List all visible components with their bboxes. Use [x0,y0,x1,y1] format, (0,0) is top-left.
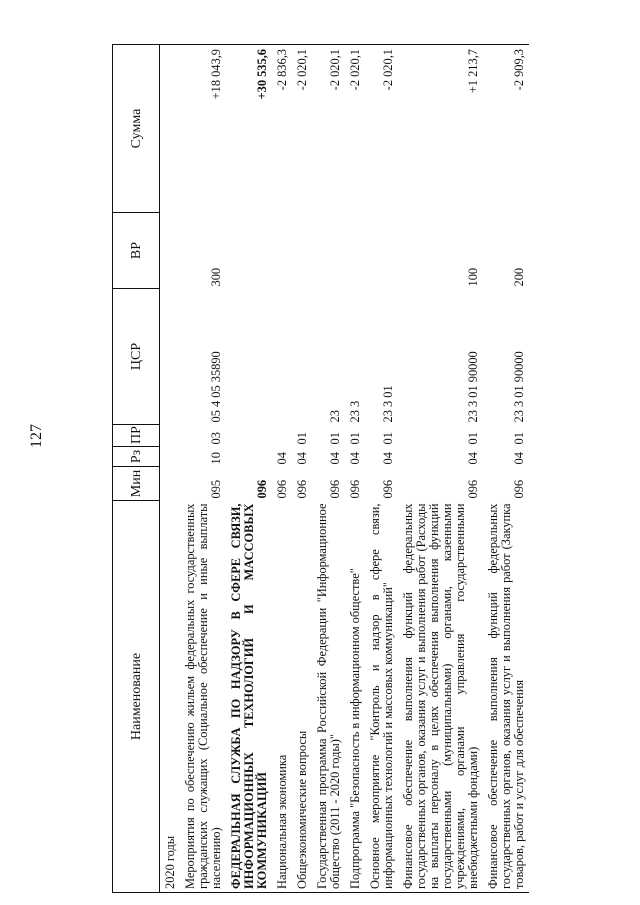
header-vr: ВР [113,213,160,289]
row-rz: 04 [348,452,362,465]
row-sum: -2 020,1 [292,45,312,213]
row-csr: 23 3 [348,400,362,423]
row-pr: 01 [381,432,395,445]
row-vr [345,213,365,289]
row-rz [226,447,272,467]
row-pr [226,425,272,447]
rotated-table-container [112,45,612,893]
row-rz: 04 [328,452,342,465]
header-rz: Рз [113,447,160,467]
header-sum: Сумма [113,45,160,213]
row-csr: 23 3 01 90000 [512,351,526,423]
table-row [483,45,529,893]
row-name: Мероприятия по обеспечению жильем федеральных государственных гражданских служащих (Социальное обеспечение и иные выплаты населению) [180,501,226,893]
table-row [292,45,312,893]
row-min: 096 [328,479,342,499]
row-vr [312,213,345,289]
row-sum: -2 909,3 [483,45,529,213]
row-vr: 200 [512,267,526,287]
header-min: Мин [113,467,160,501]
row-rz: 10 [209,452,223,465]
row-pr: 01 [348,432,362,445]
row-name: Национальная экономика [272,501,292,893]
row-vr [226,213,272,289]
header-csr: ЦСР [113,289,160,425]
row-min: 096 [295,479,309,499]
row-min: 096 [512,479,526,499]
row-name: ФЕДЕРАЛЬНАЯ СЛУЖБА ПО НАДЗОРУ В СФЕРЕ СВЯЗИ, ИНФОРМАЦИОННЫХ ТЕХНОЛОГИЙ И МАССОВЫХ КОММУНИКАЦИЙ [226,501,272,893]
table-row [180,45,226,893]
section-title: 2020 годы [160,501,181,893]
row-sum: +18 043,9 [180,45,226,213]
row-csr: 05 4 05 35890 [209,351,223,423]
header-pr: ПР [113,425,160,447]
row-min: 096 [466,479,480,499]
row-pr: 01 [512,432,526,445]
row-min: 096 [348,479,362,499]
row-name: Подпрограмма "Безопасность в информационном обществе" [345,501,365,893]
row-name: Основное мероприятие "Контроль и надзор в сфере связи, информационных технологий и массовых коммуникаций" [365,501,398,893]
table-row [345,45,365,893]
row-csr [292,289,312,425]
row-csr [272,289,292,425]
row-min: 095 [209,479,223,499]
row-sum: -2 020,1 [365,45,398,213]
row-sum: -2 836,3 [272,45,292,213]
table-header-row [113,45,160,893]
row-sum: -2 020,1 [345,45,365,213]
row-rz: 04 [295,452,309,465]
row-pr: 01 [295,432,309,445]
row-min: 096 [381,479,395,499]
row-csr [226,289,272,425]
row-name: Общеэкономические вопросы [292,501,312,893]
row-vr: 300 [209,267,223,287]
row-vr [272,213,292,289]
row-min: 096 [255,479,269,499]
budget-table [112,44,529,893]
row-name: Государственная программа Российской Федерации "Информационное общество (2011 - 2020 годы)" [312,501,345,893]
page-number: 127 [28,424,45,448]
table-row [398,45,483,893]
row-sum: +1 213,7 [398,45,483,213]
row-rz: 04 [275,452,289,465]
table-row [272,45,292,893]
row-vr: 100 [466,267,480,287]
row-sum: -2 020,1 [312,45,345,213]
row-min: 096 [275,479,289,499]
row-pr: 01 [466,432,480,445]
row-name: Финансовое обеспечение выполнения функций федеральных государственных органов, оказания услуг и выполнения работ (Закупка товаров, работ и услуг для обеспечения [483,501,529,893]
row-vr [292,213,312,289]
row-vr [365,213,398,289]
row-csr: 23 3 01 90000 [466,351,480,423]
row-csr: 23 [328,410,342,423]
row-sum: +30 535,6 [226,45,272,213]
row-rz: 04 [466,452,480,465]
row-pr: 01 [328,432,342,445]
header-name: Наименование [113,501,160,893]
row-pr [272,425,292,447]
row-rz: 04 [381,452,395,465]
row-csr: 23 3 01 [381,385,395,423]
table-row [365,45,398,893]
row-pr: 03 [209,432,223,445]
section-title-row [160,45,181,893]
row-name: Финансовое обеспечение выполнения функций федеральных государственных органов, оказания услуг и выполнения работ (Расходы на выплаты персоналу в целях обеспечения выполнения функций государственными (муниципальными) органами, казенными учреждениями, органами управления государственными внебюджетными фондами) [398,501,483,893]
table-row [312,45,345,893]
table-row [226,45,272,893]
row-rz: 04 [512,452,526,465]
